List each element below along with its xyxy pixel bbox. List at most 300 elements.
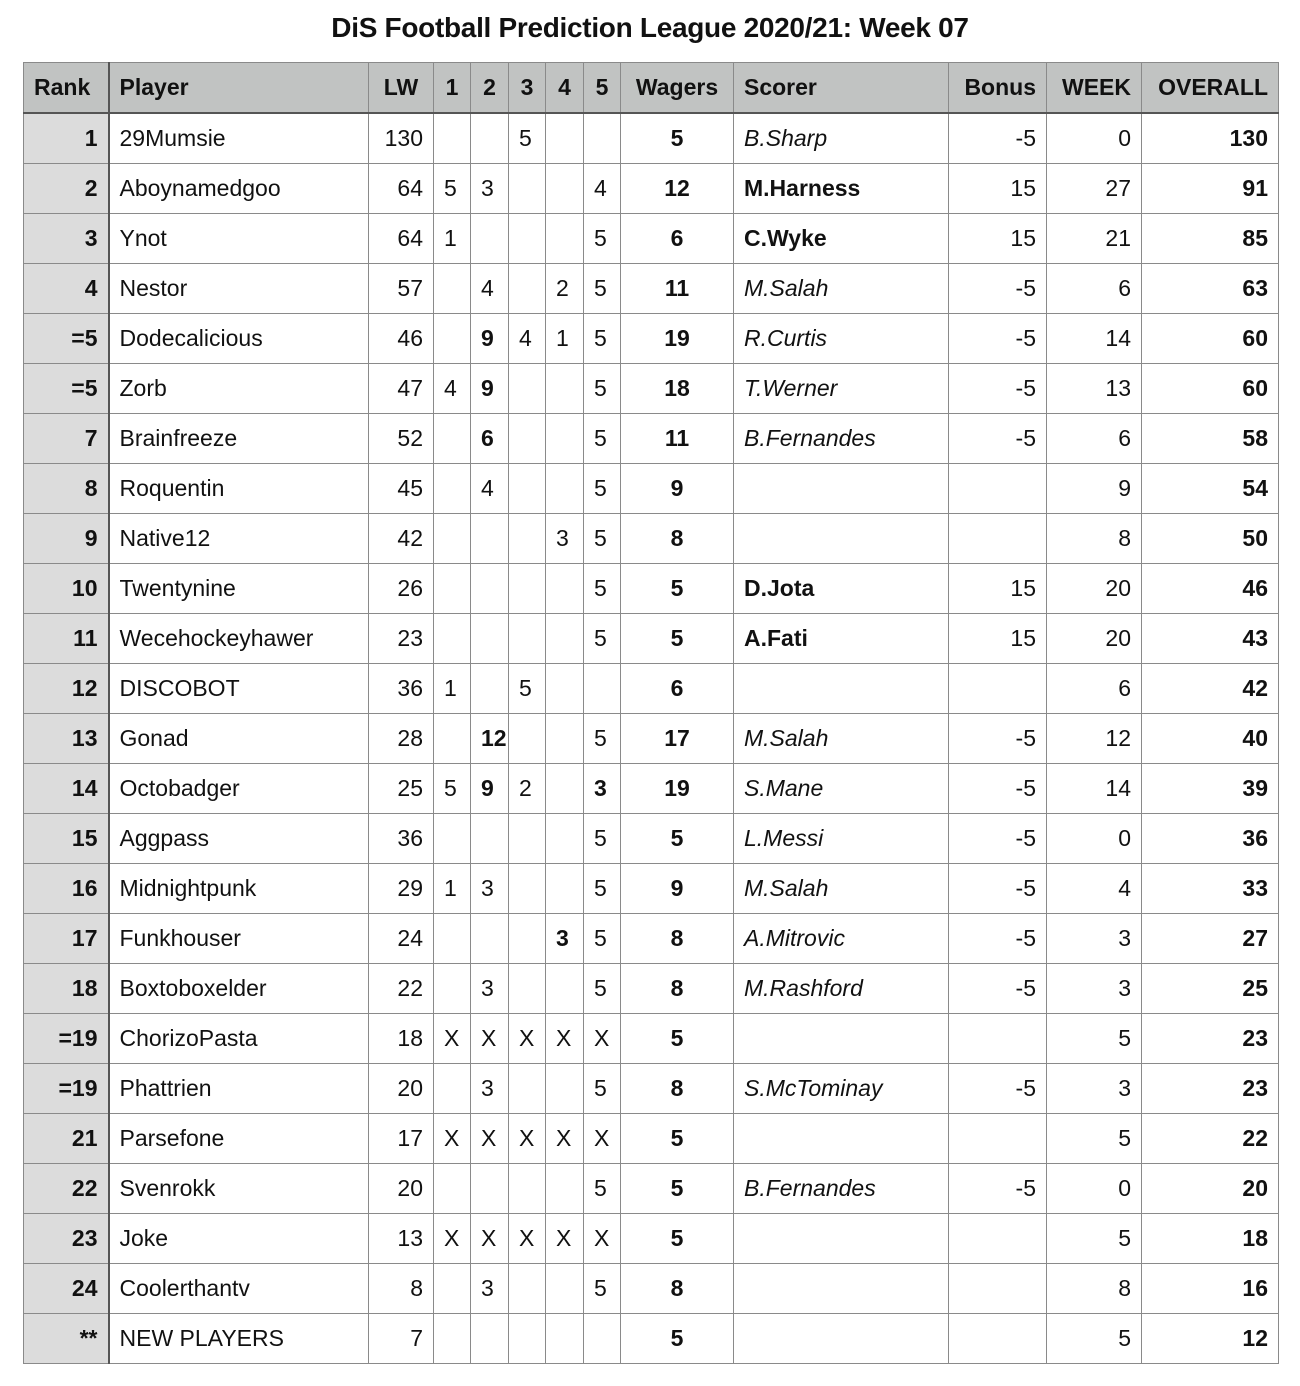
player-name-cell: Twentynine <box>109 564 369 614</box>
player-name-cell: Phattrien <box>109 1064 369 1114</box>
rank-cell: 18 <box>24 964 109 1014</box>
pick-1-cell <box>434 1314 471 1364</box>
pick-1-cell <box>434 914 471 964</box>
pick-4-cell <box>546 864 584 914</box>
pick-4-cell <box>546 464 584 514</box>
week-points-cell: 12 <box>1047 714 1142 764</box>
pick-3-cell <box>509 464 546 514</box>
player-name-cell: Ynot <box>109 214 369 264</box>
pick-1-cell <box>434 964 471 1014</box>
pick-2-cell: X <box>471 1014 509 1064</box>
pick-5-cell: 5 <box>584 564 621 614</box>
scorer-cell: M.Rashford <box>734 964 949 1014</box>
player-name-cell: Gonad <box>109 714 369 764</box>
pick-3-cell <box>509 1164 546 1214</box>
rank-cell: 17 <box>24 914 109 964</box>
overall-points-cell: 60 <box>1142 314 1279 364</box>
bonus-cell: -5 <box>949 113 1047 164</box>
pick-1-cell <box>434 614 471 664</box>
wagers-cell: 8 <box>621 1264 734 1314</box>
scorer-cell <box>734 1114 949 1164</box>
rank-cell: 4 <box>24 264 109 314</box>
pick-2-cell: 9 <box>471 364 509 414</box>
wagers-cell: 8 <box>621 514 734 564</box>
pick-5-cell: 5 <box>584 1164 621 1214</box>
pick-2-cell <box>471 1314 509 1364</box>
overall-points-cell: 130 <box>1142 113 1279 164</box>
pick-1-cell <box>434 564 471 614</box>
table-row[interactable] <box>24 764 1279 814</box>
table-row[interactable] <box>24 464 1279 514</box>
bonus-cell <box>949 1264 1047 1314</box>
header-row <box>24 63 1279 114</box>
last-week-cell: 64 <box>369 214 434 264</box>
last-week-cell: 22 <box>369 964 434 1014</box>
pick-3-cell <box>509 414 546 464</box>
bonus-cell: 15 <box>949 614 1047 664</box>
wagers-cell: 5 <box>621 1014 734 1064</box>
rank-cell: =19 <box>24 1064 109 1114</box>
bonus-cell: -5 <box>949 964 1047 1014</box>
pick-5-cell: 5 <box>584 464 621 514</box>
bonus-cell <box>949 1314 1047 1364</box>
rank-cell: =5 <box>24 314 109 364</box>
header-overall[interactable]: OVERALL <box>1142 63 1279 114</box>
pick-2-cell: 3 <box>471 164 509 214</box>
table-row[interactable] <box>24 914 1279 964</box>
pick-5-cell: 5 <box>584 264 621 314</box>
week-points-cell: 5 <box>1047 1114 1142 1164</box>
pick-5-cell: 5 <box>584 864 621 914</box>
pick-5-cell: 5 <box>584 714 621 764</box>
pick-4-cell <box>546 964 584 1014</box>
pick-4-cell: 1 <box>546 314 584 364</box>
bonus-cell <box>949 1114 1047 1164</box>
overall-points-cell: 60 <box>1142 364 1279 414</box>
pick-5-cell: 5 <box>584 914 621 964</box>
wagers-cell: 6 <box>621 664 734 714</box>
pick-1-cell <box>434 1264 471 1314</box>
pick-2-cell <box>471 914 509 964</box>
week-points-cell: 6 <box>1047 264 1142 314</box>
pick-3-cell <box>509 714 546 764</box>
player-name-cell: Boxtoboxelder <box>109 964 369 1014</box>
overall-points-cell: 22 <box>1142 1114 1279 1164</box>
scorer-cell: B.Sharp <box>734 113 949 164</box>
week-points-cell: 0 <box>1047 1164 1142 1214</box>
last-week-cell: 25 <box>369 764 434 814</box>
week-points-cell: 20 <box>1047 614 1142 664</box>
pick-3-cell: 2 <box>509 764 546 814</box>
player-name-cell: Midnightpunk <box>109 864 369 914</box>
player-name-cell: Dodecalicious <box>109 314 369 364</box>
header-pick-4[interactable]: 4 <box>546 63 584 114</box>
player-name-cell: Joke <box>109 1214 369 1264</box>
pick-3-cell: X <box>509 1014 546 1064</box>
scorer-cell: S.McTominay <box>734 1064 949 1114</box>
wagers-cell: 6 <box>621 214 734 264</box>
scorer-cell: M.Harness <box>734 164 949 214</box>
wagers-cell: 8 <box>621 914 734 964</box>
player-name-cell: Zorb <box>109 364 369 414</box>
table-row[interactable] <box>24 164 1279 214</box>
table-row[interactable] <box>24 264 1279 314</box>
week-points-cell: 5 <box>1047 1214 1142 1264</box>
pick-1-cell: 1 <box>434 214 471 264</box>
scorer-cell: D.Jota <box>734 564 949 614</box>
wagers-cell: 5 <box>621 614 734 664</box>
week-points-cell: 5 <box>1047 1314 1142 1364</box>
table-row[interactable] <box>24 714 1279 764</box>
pick-3-cell: 4 <box>509 314 546 364</box>
pick-1-cell <box>434 514 471 564</box>
pick-3-cell <box>509 214 546 264</box>
week-points-cell: 20 <box>1047 564 1142 614</box>
pick-4-cell <box>546 664 584 714</box>
pick-3-cell <box>509 1264 546 1314</box>
pick-1-cell <box>434 1064 471 1114</box>
pick-5-cell: 5 <box>584 964 621 1014</box>
pick-3-cell: 5 <box>509 664 546 714</box>
bonus-cell: -5 <box>949 714 1047 764</box>
wagers-cell: 11 <box>621 414 734 464</box>
page-title: DiS Football Prediction League 2020/21: Week 07 <box>331 12 969 43</box>
pick-5-cell: 4 <box>584 164 621 214</box>
pick-5-cell <box>584 1314 621 1364</box>
player-name-cell: 29Mumsie <box>109 113 369 164</box>
header-rank[interactable]: Rank <box>24 63 109 114</box>
pick-4-cell <box>546 164 584 214</box>
bonus-cell <box>949 464 1047 514</box>
pick-2-cell <box>471 1164 509 1214</box>
last-week-cell: 130 <box>369 113 434 164</box>
pick-3-cell <box>509 914 546 964</box>
pick-5-cell: 5 <box>584 1264 621 1314</box>
pick-5-cell: X <box>584 1214 621 1264</box>
overall-points-cell: 12 <box>1142 1314 1279 1364</box>
bonus-cell: -5 <box>949 264 1047 314</box>
scorer-cell: M.Salah <box>734 264 949 314</box>
pick-5-cell: 5 <box>584 614 621 664</box>
header-bonus[interactable]: Bonus <box>949 63 1047 114</box>
player-name-cell: ChorizoPasta <box>109 1014 369 1064</box>
overall-points-cell: 23 <box>1142 1064 1279 1114</box>
player-name-cell: Aggpass <box>109 814 369 864</box>
player-name-cell: Brainfreeze <box>109 414 369 464</box>
pick-4-cell <box>546 614 584 664</box>
rank-cell: 16 <box>24 864 109 914</box>
overall-points-cell: 91 <box>1142 164 1279 214</box>
pick-3-cell <box>509 864 546 914</box>
bonus-cell: -5 <box>949 864 1047 914</box>
pick-5-cell: X <box>584 1114 621 1164</box>
header-pick-1[interactable]: 1 <box>434 63 471 114</box>
bonus-cell: -5 <box>949 364 1047 414</box>
last-week-cell: 36 <box>369 664 434 714</box>
header-pick-2[interactable]: 2 <box>471 63 509 114</box>
pick-2-cell <box>471 664 509 714</box>
table-row[interactable] <box>24 414 1279 464</box>
pick-4-cell: 3 <box>546 514 584 564</box>
pick-1-cell <box>434 464 471 514</box>
week-points-cell: 3 <box>1047 964 1142 1014</box>
pick-4-cell: 3 <box>546 914 584 964</box>
table-row[interactable] <box>24 864 1279 914</box>
pick-1-cell: 4 <box>434 364 471 414</box>
bonus-cell: -5 <box>949 1064 1047 1114</box>
pick-2-cell: 4 <box>471 264 509 314</box>
pick-5-cell: 5 <box>584 364 621 414</box>
pick-1-cell <box>434 113 471 164</box>
table-row[interactable] <box>24 214 1279 264</box>
scorer-cell: T.Werner <box>734 364 949 414</box>
pick-1-cell <box>434 714 471 764</box>
pick-4-cell <box>546 414 584 464</box>
rank-cell: 1 <box>24 113 109 164</box>
week-points-cell: 6 <box>1047 414 1142 464</box>
week-points-cell: 8 <box>1047 1264 1142 1314</box>
pick-3-cell: X <box>509 1114 546 1164</box>
pick-3-cell <box>509 614 546 664</box>
pick-2-cell <box>471 514 509 564</box>
rank-cell: 8 <box>24 464 109 514</box>
rank-cell: 21 <box>24 1114 109 1164</box>
rank-cell: 9 <box>24 514 109 564</box>
bonus-cell: -5 <box>949 314 1047 364</box>
player-name-cell: Octobadger <box>109 764 369 814</box>
bonus-cell: 15 <box>949 164 1047 214</box>
pick-2-cell <box>471 614 509 664</box>
wagers-cell: 5 <box>621 814 734 864</box>
table-row[interactable] <box>24 664 1279 714</box>
table-row[interactable] <box>24 1314 1279 1364</box>
pick-2-cell: 12 <box>471 714 509 764</box>
wagers-cell: 19 <box>621 314 734 364</box>
rank-cell: 7 <box>24 414 109 464</box>
table-row[interactable] <box>24 814 1279 864</box>
pick-4-cell <box>546 764 584 814</box>
table-row[interactable] <box>24 1014 1279 1064</box>
wagers-cell: 5 <box>621 1314 734 1364</box>
last-week-cell: 36 <box>369 814 434 864</box>
scorer-cell <box>734 514 949 564</box>
header-player[interactable]: Player <box>109 63 369 114</box>
pick-4-cell: X <box>546 1114 584 1164</box>
pick-4-cell <box>546 214 584 264</box>
wagers-cell: 17 <box>621 714 734 764</box>
table-row[interactable] <box>24 964 1279 1014</box>
player-name-cell: Nestor <box>109 264 369 314</box>
rank-cell: 22 <box>24 1164 109 1214</box>
pick-3-cell <box>509 364 546 414</box>
wagers-cell: 18 <box>621 364 734 414</box>
pick-4-cell <box>546 1064 584 1114</box>
bonus-cell: 15 <box>949 564 1047 614</box>
last-week-cell: 20 <box>369 1164 434 1214</box>
wagers-cell: 11 <box>621 264 734 314</box>
player-name-cell: NEW PLAYERS <box>109 1314 369 1364</box>
pick-5-cell: 5 <box>584 814 621 864</box>
pick-4-cell <box>546 364 584 414</box>
last-week-cell: 18 <box>369 1014 434 1064</box>
bonus-cell <box>949 1014 1047 1064</box>
scorer-cell <box>734 464 949 514</box>
last-week-cell: 57 <box>369 264 434 314</box>
table-row[interactable] <box>24 1264 1279 1314</box>
scorer-cell <box>734 1264 949 1314</box>
header-pick-5[interactable]: 5 <box>584 63 621 114</box>
table-row[interactable] <box>24 1214 1279 1264</box>
rank-cell: 15 <box>24 814 109 864</box>
table-row[interactable] <box>24 564 1279 614</box>
wagers-cell: 12 <box>621 164 734 214</box>
header-pick-3[interactable]: 3 <box>509 63 546 114</box>
pick-1-cell: X <box>434 1214 471 1264</box>
rank-cell: 23 <box>24 1214 109 1264</box>
scorer-cell: B.Fernandes <box>734 1164 949 1214</box>
scorer-cell <box>734 1014 949 1064</box>
pick-4-cell <box>546 564 584 614</box>
last-week-cell: 45 <box>369 464 434 514</box>
overall-points-cell: 85 <box>1142 214 1279 264</box>
pick-3-cell <box>509 264 546 314</box>
scorer-cell: M.Salah <box>734 714 949 764</box>
week-points-cell: 6 <box>1047 664 1142 714</box>
week-points-cell: 0 <box>1047 113 1142 164</box>
pick-1-cell <box>434 814 471 864</box>
rank-cell: 2 <box>24 164 109 214</box>
table-row[interactable] <box>24 113 1279 164</box>
pick-3-cell <box>509 564 546 614</box>
week-points-cell: 13 <box>1047 364 1142 414</box>
scorer-cell: A.Fati <box>734 614 949 664</box>
wagers-cell: 8 <box>621 1064 734 1114</box>
pick-2-cell: 3 <box>471 1064 509 1114</box>
week-points-cell: 21 <box>1047 214 1142 264</box>
overall-points-cell: 27 <box>1142 914 1279 964</box>
pick-1-cell <box>434 1164 471 1214</box>
last-week-cell: 13 <box>369 1214 434 1264</box>
player-name-cell: Coolerthantv <box>109 1264 369 1314</box>
table-row[interactable] <box>24 614 1279 664</box>
pick-1-cell: 1 <box>434 864 471 914</box>
rank-cell: 3 <box>24 214 109 264</box>
pick-2-cell: 3 <box>471 1264 509 1314</box>
rank-cell: 11 <box>24 614 109 664</box>
pick-4-cell <box>546 1164 584 1214</box>
pick-5-cell: 5 <box>584 214 621 264</box>
overall-points-cell: 63 <box>1142 264 1279 314</box>
scorer-cell <box>734 664 949 714</box>
header-wagers[interactable]: Wagers <box>621 63 734 114</box>
pick-2-cell <box>471 214 509 264</box>
last-week-cell: 23 <box>369 614 434 664</box>
wagers-cell: 5 <box>621 1214 734 1264</box>
pick-3-cell <box>509 1064 546 1114</box>
week-points-cell: 0 <box>1047 814 1142 864</box>
wagers-cell: 8 <box>621 964 734 1014</box>
last-week-cell: 28 <box>369 714 434 764</box>
bonus-cell: -5 <box>949 814 1047 864</box>
pick-4-cell <box>546 113 584 164</box>
last-week-cell: 64 <box>369 164 434 214</box>
overall-points-cell: 46 <box>1142 564 1279 614</box>
rank-cell: 13 <box>24 714 109 764</box>
overall-points-cell: 36 <box>1142 814 1279 864</box>
player-name-cell: Parsefone <box>109 1114 369 1164</box>
overall-points-cell: 18 <box>1142 1214 1279 1264</box>
player-name-cell: Svenrokk <box>109 1164 369 1214</box>
header-lw[interactable]: LW <box>369 63 434 114</box>
pick-1-cell <box>434 264 471 314</box>
week-points-cell: 14 <box>1047 764 1142 814</box>
scorer-cell: C.Wyke <box>734 214 949 264</box>
player-name-cell: Funkhouser <box>109 914 369 964</box>
header-week[interactable]: WEEK <box>1047 63 1142 114</box>
scorer-cell: M.Salah <box>734 864 949 914</box>
player-name-cell: DISCOBOT <box>109 664 369 714</box>
table-row[interactable] <box>24 314 1279 364</box>
week-points-cell: 3 <box>1047 914 1142 964</box>
scorer-cell: B.Fernandes <box>734 414 949 464</box>
scorer-cell: A.Mitrovic <box>734 914 949 964</box>
rank-cell: 14 <box>24 764 109 814</box>
bonus-cell <box>949 664 1047 714</box>
bonus-cell: -5 <box>949 1164 1047 1214</box>
last-week-cell: 46 <box>369 314 434 364</box>
table-row[interactable] <box>24 1164 1279 1214</box>
pick-5-cell <box>584 113 621 164</box>
pick-2-cell: 9 <box>471 314 509 364</box>
last-week-cell: 24 <box>369 914 434 964</box>
week-points-cell: 14 <box>1047 314 1142 364</box>
last-week-cell: 8 <box>369 1264 434 1314</box>
header-scorer[interactable]: Scorer <box>734 63 949 114</box>
pick-4-cell <box>546 1264 584 1314</box>
last-week-cell: 17 <box>369 1114 434 1164</box>
player-name-cell: Wecehockeyhawer <box>109 614 369 664</box>
table-row[interactable] <box>24 1064 1279 1114</box>
pick-3-cell <box>509 514 546 564</box>
pick-2-cell: 3 <box>471 964 509 1014</box>
pick-1-cell <box>434 314 471 364</box>
wagers-cell: 9 <box>621 864 734 914</box>
pick-4-cell <box>546 814 584 864</box>
pick-5-cell: 5 <box>584 414 621 464</box>
pick-5-cell <box>584 664 621 714</box>
league-table <box>23 62 1279 1364</box>
overall-points-cell: 20 <box>1142 1164 1279 1214</box>
pick-4-cell: X <box>546 1214 584 1264</box>
table-body <box>24 113 1279 1364</box>
rank-cell: =5 <box>24 364 109 414</box>
last-week-cell: 42 <box>369 514 434 564</box>
table-row[interactable] <box>24 514 1279 564</box>
table-row[interactable] <box>24 364 1279 414</box>
scorer-cell: S.Mane <box>734 764 949 814</box>
pick-4-cell <box>546 714 584 764</box>
pick-5-cell: 5 <box>584 314 621 364</box>
pick-2-cell <box>471 113 509 164</box>
pick-2-cell: 3 <box>471 864 509 914</box>
pick-3-cell <box>509 964 546 1014</box>
pick-4-cell: 2 <box>546 264 584 314</box>
table-row[interactable] <box>24 1114 1279 1164</box>
week-points-cell: 27 <box>1047 164 1142 214</box>
pick-4-cell: X <box>546 1014 584 1064</box>
pick-2-cell: 6 <box>471 414 509 464</box>
pick-2-cell: 4 <box>471 464 509 514</box>
